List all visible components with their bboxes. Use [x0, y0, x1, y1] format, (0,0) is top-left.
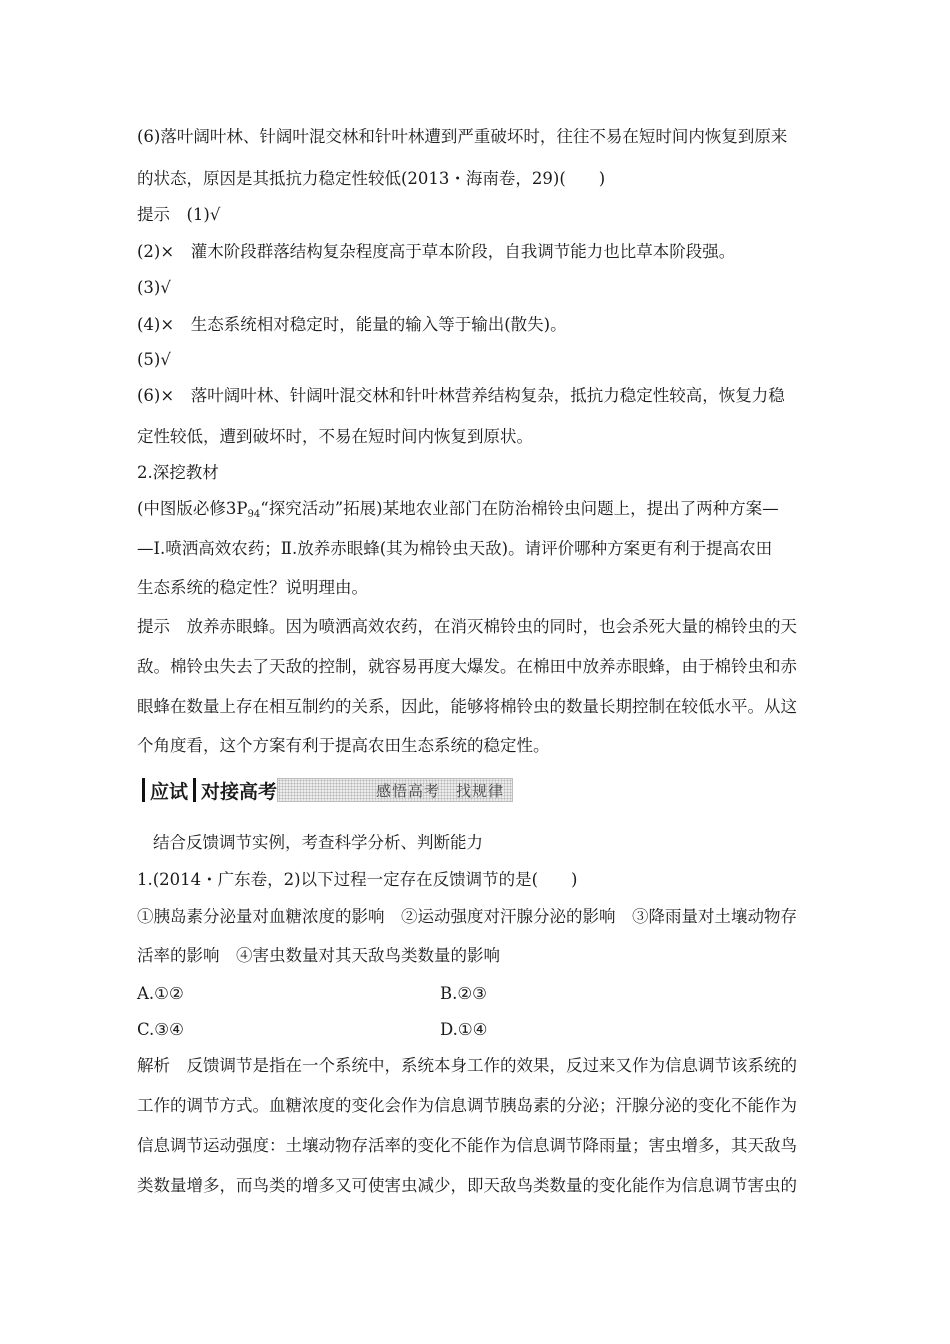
question-text: 活率的影响 ④害虫数量对其天敌鸟类数量的影响	[137, 946, 500, 965]
text-line: 提示 放养赤眼蜂。因为喷洒高效农药，在消灭棉铃虫的同时，也会杀死大量的棉铃虫的天	[137, 617, 797, 636]
text-line: (中图版必修$3P_{94}“$探究活动”拓展)某地农业部门在防治棉铃虫问题上，提出了两种方案—	[137, 499, 779, 520]
text-line: 个角度看，这个方案有利于提高农田生态系统的稳定性。	[137, 736, 550, 755]
text-line: (3)√	[137, 278, 171, 297]
option-c: C.③④	[137, 1020, 184, 1039]
question-text: ①胰岛素分泌量对血糖浓度的影响 ②运动强度对汗腺分泌的影响 ③降雨量对土壤动物存	[137, 907, 797, 926]
text-line: 定性较低，遭到破坏时，不易在短时间内恢复到原状。	[137, 427, 533, 446]
text-line: 的状态，原因是其抵抗力稳定性较低(2013・海南卷，29)( )	[137, 169, 606, 188]
banner-divider	[193, 778, 196, 802]
option-b: B.②③	[440, 984, 487, 1003]
banner-title: 对接高考	[201, 780, 278, 803]
banner-divider	[142, 778, 145, 802]
text-line: —Ⅰ.喷洒高效农药；Ⅱ.放养赤眼蜂(其为棉铃虫天敌)。请评价哪种方案更有利于提高农田	[137, 539, 773, 558]
section-banner	[137, 775, 515, 805]
option-a: A.①②	[137, 984, 184, 1003]
analysis-text: 信息调节运动强度：土壤动物存活率的变化不能作为信息调节降雨量；害虫增多，其天敌鸟	[137, 1136, 797, 1155]
option-d: D.①④	[440, 1020, 488, 1039]
text-line: (2)× 灌木阶段群落结构复杂程度高于草本阶段，自我调节能力也比草本阶段强。	[137, 242, 736, 261]
analysis-text: 类数量增多，而鸟类的增多又可使害虫减少，即天敌鸟类数量的变化能作为信息调节害虫的	[137, 1176, 797, 1195]
section-heading: 2.深挖教材	[137, 463, 219, 482]
analysis-text: 解析 反馈调节是指在一个系统中，系统本身工作的效果，反过来又作为信息调节该系统的	[137, 1056, 797, 1075]
text-line: (5)√	[137, 350, 171, 369]
text-line: 眼蜂在数量上存在相互制约的关系，因此，能够将棉铃虫的数量长期控制在较低水平。从这	[137, 697, 797, 716]
text-line: (6)× 落叶阔叶林、针阔叶混交林和针叶林营养结构复杂，抵抗力稳定性较高，恢复力稳	[137, 386, 785, 405]
text-line: 生态系统的稳定性？说明理由。	[137, 578, 368, 597]
text-line: (4)× 生态系统相对稳定时，能量的输入等于输出(散失)。	[137, 315, 567, 334]
question-stem: 1.(2014・广东卷，2)以下过程一定存在反馈调节的是( )	[137, 870, 578, 889]
analysis-text: 工作的调节方式。血糖浓度的变化会作为信息调节胰岛素的分泌；汗腺分泌的变化不能作为	[137, 1096, 797, 1115]
subscript: 94	[247, 509, 261, 520]
banner-slogan: 感悟高考 找规律	[375, 781, 504, 800]
banner-slogan-box	[277, 778, 513, 802]
text-line: 提示 (1)√	[137, 205, 221, 224]
text-line: (6)落叶阔叶林、针阔叶混交林和针叶林遭到严重破坏时，往往不易在短时间内恢复到原来	[137, 127, 788, 146]
banner-label: 应试	[150, 780, 189, 803]
topic-heading: 结合反馈调节实例，考查科学分析、判断能力	[153, 833, 483, 852]
text-line: 敌。棉铃虫失去了天敌的控制，就容易再度大爆发。在棉田中放养赤眼蜂，由于棉铃虫和赤	[137, 657, 797, 676]
